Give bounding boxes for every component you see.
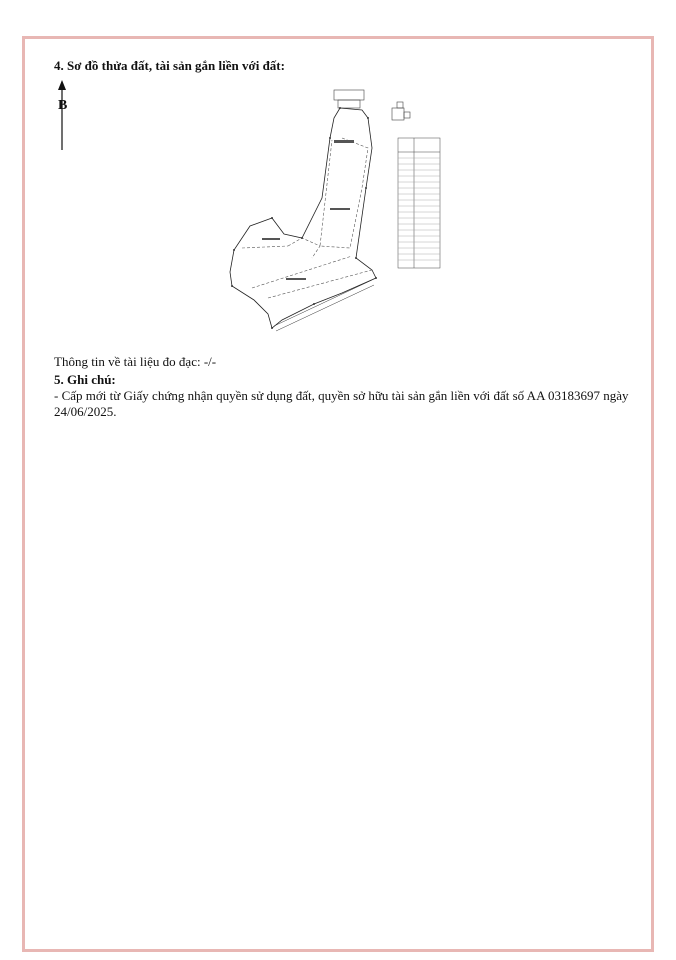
north-label: B (58, 98, 68, 113)
section-5-heading: 5. Ghi chú: (54, 372, 116, 387)
parcel-diagram (222, 88, 458, 338)
survey-info-text: Thông tin về tài liệu đo đạc: -/- (54, 354, 217, 369)
note-text: - Cấp mới từ Giấy chứng nhận quyền sử dụng đất, quyền sở hữu tài sản gắn liền với đất số AA 03183697 ngày 24/06/2025. (54, 388, 629, 419)
section-4-heading: 4. Sơ đồ thửa đất, tài sản gắn liền với đất: (54, 58, 285, 73)
north-arrow-icon (52, 80, 72, 152)
